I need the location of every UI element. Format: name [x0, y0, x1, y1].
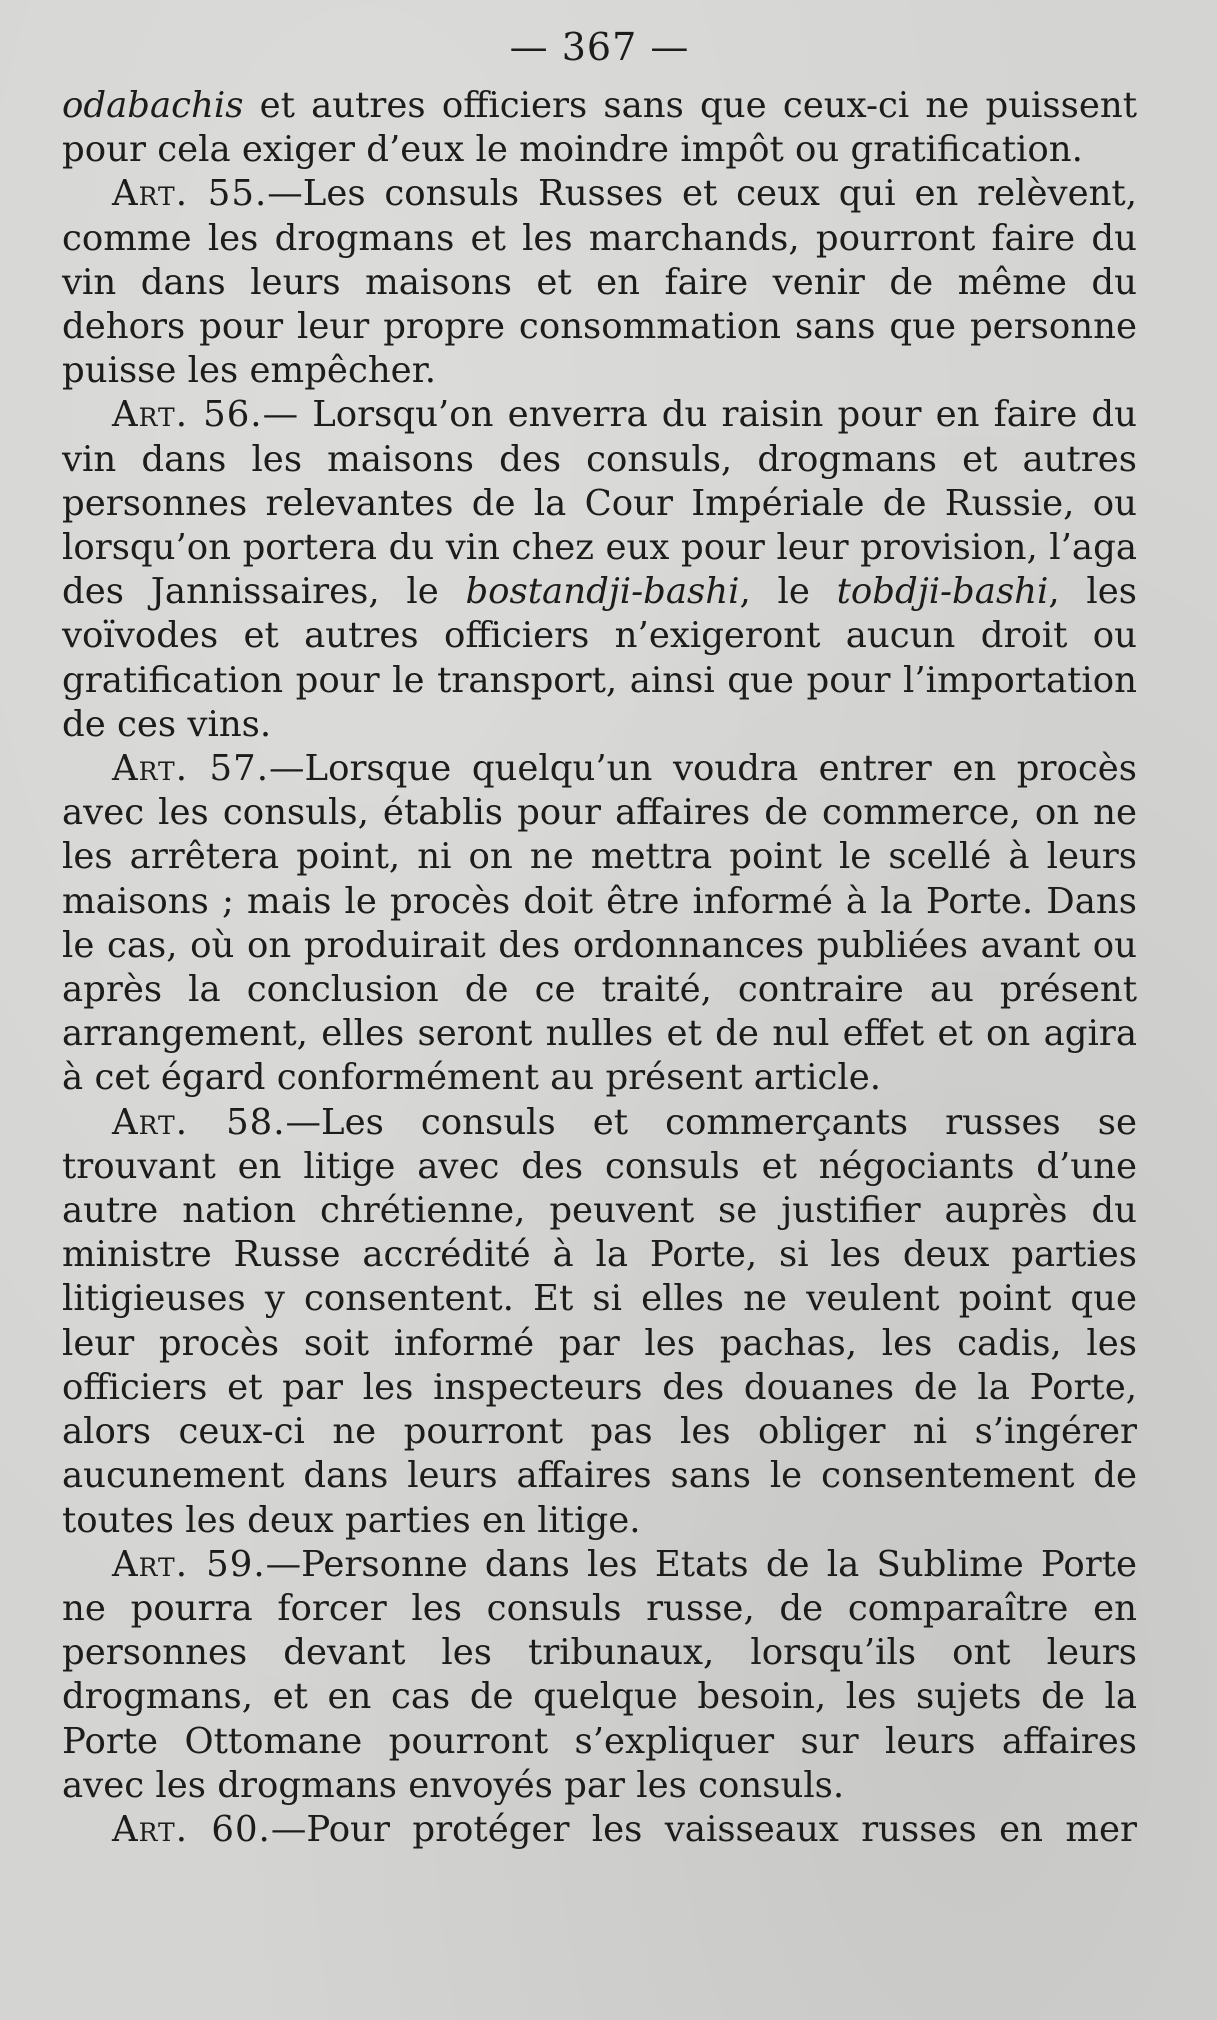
article-56 — [62, 393, 1137, 747]
paragraph-text: —Pour protéger les vaisseaux russes en mer — [270, 1808, 1137, 1850]
paragraph-continuation — [62, 84, 1137, 172]
paragraph-text: —Les consuls Russes et ceux qui en relèvent, comme les drogmans et les marchands, pourront faire du vin dans leurs maisons et en faire venir de même du dehors pour leur propre consommation sans que personne puisse les empêcher. — [62, 173, 1137, 392]
article-label: Art. 56. — [112, 394, 263, 436]
paragraph-text: et autres officiers sans que ceux-ci ne puissent pour cela exiger d’eux le moindre impôt ou gratification. — [62, 85, 1137, 171]
paragraph-text: —Personne dans les Etats de la Sublime Porte ne pourra forcer les consuls russe, de comparaître en personnes devant les tribunaux, lorsqu’ils ont leurs drogmans, et en cas de quelque besoin, les sujets de la Porte Ottomane pourront s’expliquer sur leurs affaires avec les drogmans envoyés par les consuls. — [62, 1543, 1137, 1806]
article-label: Art. 55. — [112, 173, 268, 215]
article-58 — [62, 1101, 1137, 1543]
paragraph-text: , le — [739, 571, 837, 613]
article-label: Art. 59. — [112, 1543, 266, 1585]
article-59 — [62, 1543, 1137, 1808]
italic-term: tobdji-bashi — [836, 571, 1049, 613]
article-label: Art. 60. — [112, 1808, 271, 1850]
page-number: — 367 — — [509, 25, 690, 69]
italic-term: odabachis — [62, 85, 244, 126]
body-text — [62, 84, 1137, 1852]
article-57 — [62, 747, 1137, 1101]
article-label: Art. 58. — [112, 1101, 286, 1143]
paragraph-text: , les voïvodes et autres officiers n’exigeront aucun droit ou gratification pour le transport, ainsi que pour l’importation de ces vins. — [62, 571, 1137, 745]
paragraph-text: —Lorsque quelqu’un voudra entrer en procès avec les consuls, établis pour affaires de commerce, on ne les arrêtera point, ni on ne mettra point le scellé à leurs maisons ; mais le procès doit être informé à la Porte. Dans le cas, où on produirait des ordonnances publiées avant ou après la conclusion de ce traité, contraire au présent arrangement, elles seront nulles et de nul effet et on agira à cet égard conformément au présent article. — [62, 748, 1137, 1099]
paragraph-text: — Lorsqu’on enverra du raisin pour en faire du vin dans les maisons des consuls, drogmans et autres personnes relevantes de la Cour Impériale de Russie, ou lorsqu’on portera du vin chez eux pour leur provision, l’aga des Jannissaires, le — [62, 394, 1137, 613]
italic-term: bostandji-bashi — [465, 571, 740, 613]
article-55 — [62, 172, 1137, 393]
article-label: Art. 57. — [112, 748, 270, 790]
article-60 — [62, 1808, 1137, 1852]
paragraph-text: —Les consuls et commerçants russes se trouvant en litige avec des consuls et négociants d’une autre nation chrétienne, peuvent se justifier auprès du ministre Russe accrédité à la Porte, si les deux parties litigieuses y consentent. Et si elles ne veulent point que leur procès soit informé par les pachas, les cadis, les officiers et par les inspecteurs des douanes de la Porte, alors ceux-ci ne pourront pas les obliger ni s’ingérer aucunement dans leurs affaires sans le consentement de toutes les deux parties en litige. — [62, 1101, 1137, 1541]
